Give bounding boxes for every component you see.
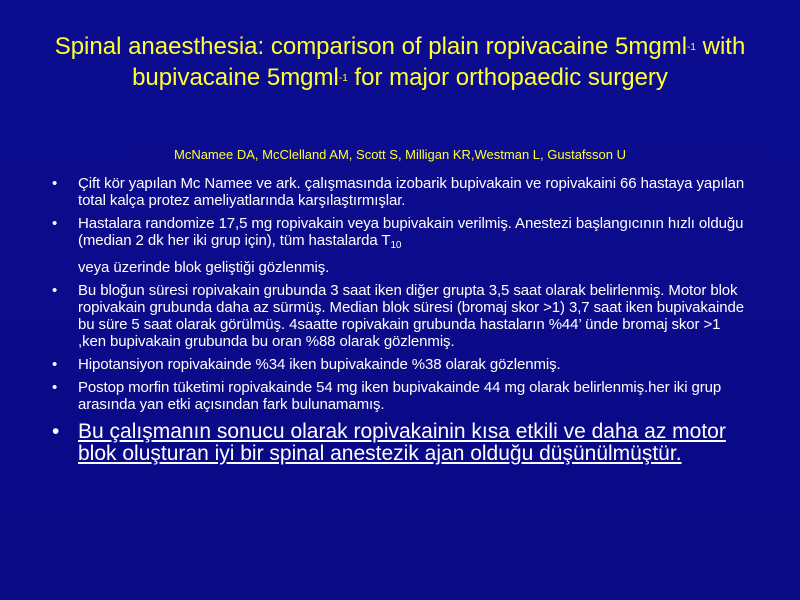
bullet-icon: • — [52, 175, 58, 192]
bullet-text: Çift kör yapılan Mc Namee ve ark. çalışmasında izobarik bupivakain ve ropivakaini 66 hastaya yapılan total kalça protez ameliyatlarında karşılaştırmışlar. — [78, 175, 745, 209]
title-part-1: Spinal anaesthesia: comparison of plain ropivacaine 5mgml — [54, 33, 688, 60]
bullet-subscript: 10 — [390, 240, 402, 251]
title-superscript-2: -1 — [338, 73, 348, 84]
bullet-item — [50, 356, 750, 373]
title-part-3: for major orthopaedic surgery — [347, 64, 668, 91]
bullet-list — [50, 175, 750, 471]
bullet-text: Postop morfin tüketimi ropivakainde 54 mg iken bupivakainde 44 mg olarak belirlenmiş.her iki grup arasında yan etki açısından fark bulunamamış. — [78, 379, 722, 413]
bullet-icon: • — [52, 420, 60, 443]
authors-line: McNamee DA, McClelland AM, Scott S, Milligan KR,Westman L, Gustafsson U — [173, 147, 627, 162]
title-superscript-1: -1 — [687, 42, 696, 53]
bullet-text-continued: veya üzerinde blok geliştiği gözlenmiş. — [78, 259, 330, 276]
bullet-item — [50, 379, 750, 413]
bullet-item — [50, 175, 750, 209]
bullet-text: Hastalara randomize 17,5 mg ropivakain veya bupivakain verilmiş. Anestezi başlangıcının hızlı olduğu (median 2 dk her iki grup için), tüm hastalarda T — [78, 215, 744, 249]
bullet-item — [50, 215, 750, 276]
slide-title — [40, 31, 760, 93]
bullet-text: Bu bloğun süresi ropivakain grubunda 3 saat iken diğer grupta 3,5 saat olarak belirlenmiş. Motor blok ropivakain grubunda daha az sürmüş. Median blok süresi (bromaj skor >1) 3,7 saat iken bupivakainde bu süre 5 saat olarak görülmüş. 4saatte ropivakain grubunda hastaların %44’ ünde bromaj skor >1 ,ken bupivakain grubunda bu oran %88 olarak gözlenmiş. — [78, 282, 744, 350]
bullet-icon: • — [52, 379, 58, 396]
conclusion-text: Bu çalışmanın sonucu olarak ropivakainin kısa etkili ve daha az motor blok oluşturan iyi bir spinal anestezik ajan olduğu düşünülmüştür. — [78, 420, 726, 465]
bullet-text: Hipotansiyon ropivakainde %34 iken bupivakainde %38 olarak gözlenmiş. — [78, 356, 561, 373]
bullet-icon: • — [52, 356, 58, 373]
bullet-icon: • — [52, 282, 58, 299]
title-part-2: with bupivacaine 5mgml — [132, 33, 746, 91]
bullet-item — [50, 282, 750, 350]
bullet-icon: • — [52, 215, 58, 232]
conclusion-item — [50, 421, 750, 465]
